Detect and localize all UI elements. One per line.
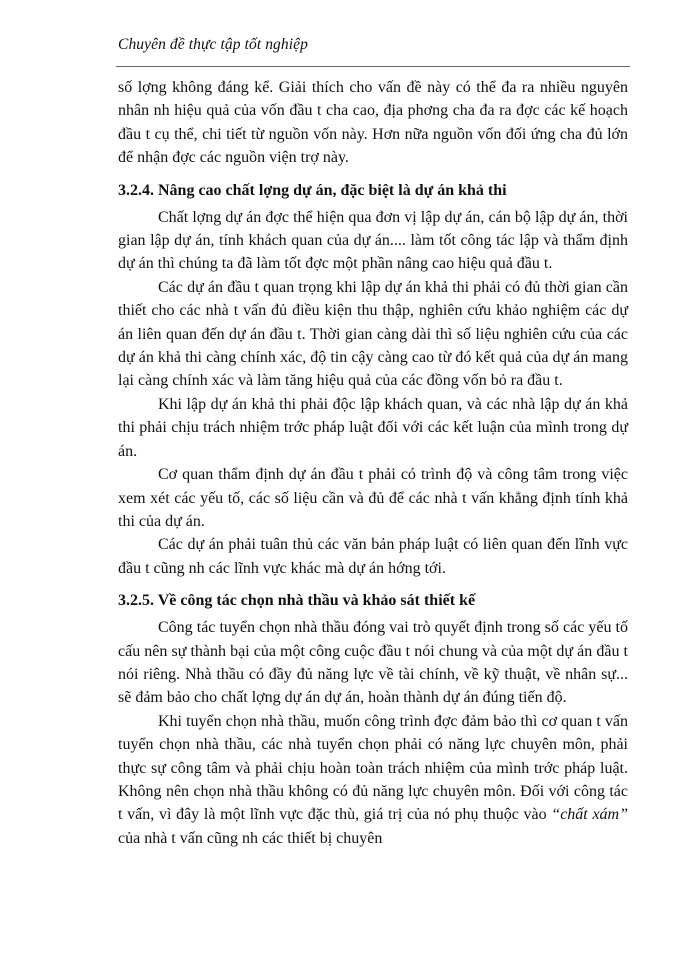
header-divider [116,66,630,67]
section-heading-3-2-4: 3.2.4. Nâng cao chất lợng dự án, đặc biệt là dự án khả thi [118,181,507,199]
paragraph: Khi lập dự án khả thi phải độc lập khách quan, và các nhà lập dự án khả thi phải chịu trách nhiệm trớc pháp luật đối với các kết luận của mình trong dự án. [118,395,628,460]
page-header: Chuyên đề thực tập tốt nghiệp [118,36,308,53]
paragraph-text: của nhà t vấn cũng nh các thiết bị chuyên [118,829,383,847]
quoted-term: “chất xám” [551,806,628,824]
document-body [118,76,628,850]
paragraph [118,710,628,850]
paragraph: Cơ quan thẩm định dự án đầu t phải có trình độ và công tâm trong việc xem xét các yếu tố, các số liệu cần và đủ để các nhà t vấn khẳng định tính khả thi của dự án. [118,466,628,530]
paragraph: Chất lợng dự án đợc thể hiện qua đơn vị lập dự án, cán bộ lập dự án, thời gian lập dự án, tính khách quan của dự án.... làm tốt công tác lập và thẩm định dự án thì chúng ta đã làm tốt đợc một phần nâng cao hiệu quả đầu t. [118,208,628,273]
paragraph-text: Khi tuyển chọn nhà thầu, muốn công trình đợc đảm bảo thì cơ quan t vấn tuyển chọn nhà thầu, các nhà tuyển chọn phải có năng lực chuyên môn, phải thực sự công tâm và phải chịu hoàn toàn trách nhiệm của mình trớc pháp luật. Không nên chọn nhà thầu không có đủ năng lực chuyên môn. Đối với công tác t vấn, vì đây là một lĩnh vực đặc thù, giá trị của nó phụ thuộc vào [118,712,628,824]
paragraph: Công tác tuyển chọn nhà thầu đóng vai trò quyết định trong số các yếu tố cấu nên sự thành bại của một công cuộc đầu t nói chung và của một dự án đầu t nói riêng. Nhà thầu có đầy đủ năng lực về tài chính, về kỹ thuật, về nhân sự... sẽ đảm bảo cho chất lợng dự án dự án, hoàn thành dự án đúng tiến độ. [118,619,628,707]
paragraph: Các dự án đầu t quan trọng khi lập dự án khả thi phải có đủ thời gian cần thiết cho các nhà t vấn đủ điều kiện thu thập, nghiên cứu khảo nghiệm các dự án liên quan đến dự án đầu t. Thời gian càng dài thì số liệu nghiên cứu của các dự án khả thi càng chính xác, độ tin cậy càng cao từ đó kết quả của dự án mang lại càng chính xác và làm tăng hiệu quả của các đồng vốn bỏ ra đầu t. [118,278,628,390]
paragraph: Các dự án phải tuân thủ các văn bản pháp luật có liên quan đến lĩnh vực đầu t cũng nh các lĩnh vực khác mà dự án hớng tới. [118,536,628,577]
paragraph: số lợng không đáng kể. Giải thích cho vấn đề này có thể đa ra nhiều nguyên nhân nh hiệu quả của vốn đầu t cha cao, địa phơng cha đa ra đợc các kế hoạch đầu t cụ thể, chi tiết từ nguồn vốn này. Hơn nữa nguồn vốn đối ứng cha đủ lớn để nhận đợc các nguồn viện trợ này. [118,79,628,167]
section-heading-3-2-5: 3.2.5. Về công tác chọn nhà thầu và khảo sát thiết kế [118,592,476,610]
